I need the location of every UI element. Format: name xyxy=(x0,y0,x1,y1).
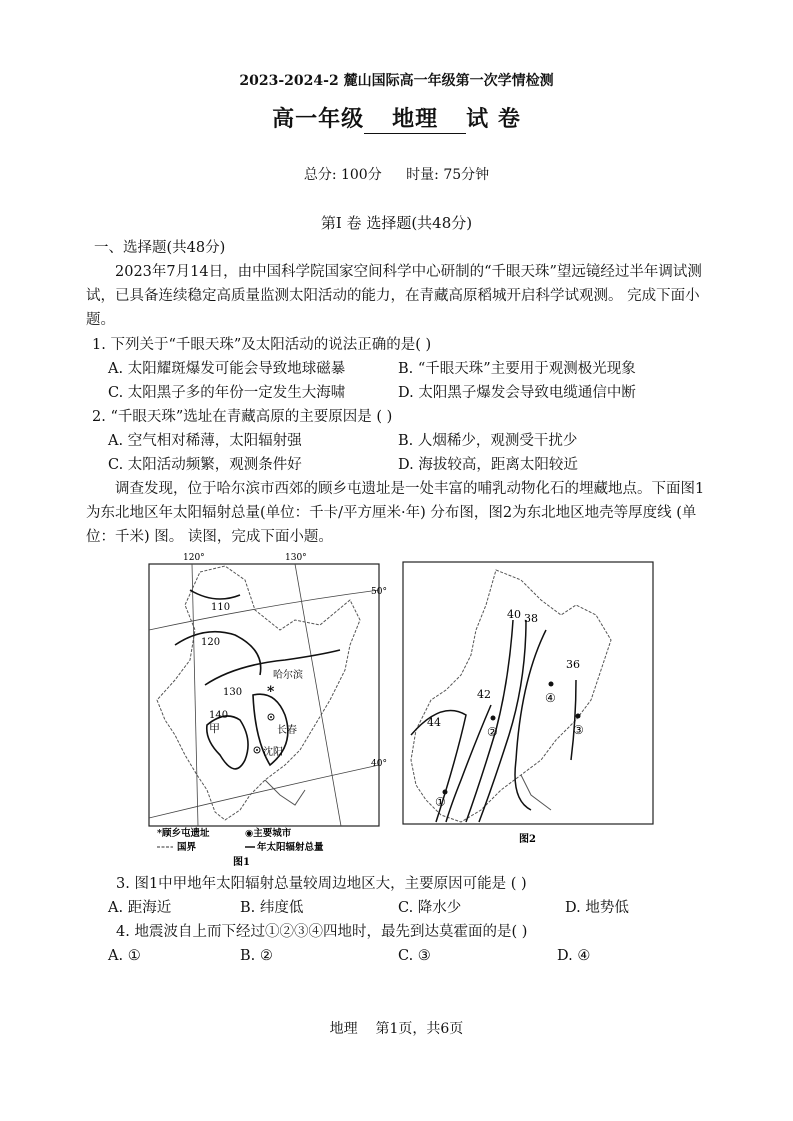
isoline-36: 36 xyxy=(566,658,580,671)
paper-title-suffix: 试 卷 xyxy=(466,106,521,132)
footer-page: 第1页，共6页 xyxy=(375,1021,464,1037)
question-4-option-b[interactable]: B. ② xyxy=(240,948,273,964)
question-2-option-c[interactable]: C. 太阳活动频繁，观测条件好 xyxy=(108,457,302,473)
isoline-38: 38 xyxy=(524,612,538,625)
question-2-option-a[interactable]: A. 空气相对稀薄，太阳辐射强 xyxy=(108,433,302,449)
isoline-42: 42 xyxy=(477,688,491,701)
passage-1: 2023年7月14日，由中国科学院国家空间科学中心研制的“千眼天珠”望远镜经过半年调试测试，已具备连续稳定高质量监测太阳活动的能力，在青藏高原稻城开启科学试观测。 完成下面小题。 xyxy=(86,264,702,328)
question-1-stem: 1. 下列关于“千眼天珠”及太阳活动的说法正确的是( ) xyxy=(92,337,432,353)
city-changchun: 长春 xyxy=(277,725,297,736)
question-4-option-d[interactable]: D. ④ xyxy=(557,948,591,964)
point-2: ② xyxy=(487,725,498,739)
legend-city: ◉主要城市 xyxy=(245,828,292,839)
city-harbin: 哈尔滨 xyxy=(273,670,303,681)
question-3-option-a[interactable]: A. 距海近 xyxy=(108,900,172,916)
question-2-option-d[interactable]: D. 海拔较高，距离太阳较近 xyxy=(398,457,578,473)
question-2-option-b[interactable]: B. 人烟稀少，观测受干扰少 xyxy=(398,433,578,449)
question-3-stem: 3. 图1中甲地年太阳辐射总量较周边地区大，主要原因可能是 ( ) xyxy=(116,876,527,892)
isoline-110: 110 xyxy=(211,602,231,613)
point-1: ① xyxy=(435,795,446,809)
page-footer xyxy=(0,1018,793,1038)
total-score: 总分: 100分 xyxy=(303,167,382,183)
exam-time: 时量: 75分钟 xyxy=(406,167,490,183)
region-jia: 甲 xyxy=(209,722,220,735)
site-marker-icon: * xyxy=(267,684,275,700)
figure-1-map xyxy=(145,550,385,870)
figure-2-caption: 图2 xyxy=(519,834,536,845)
part-title: 一、选择题(共48分) xyxy=(94,240,226,256)
isoline-130: 130 xyxy=(223,687,243,698)
question-1-option-c[interactable]: C. 太阳黑子多的年份一定发生大海啸 xyxy=(108,385,346,401)
point-3: ③ xyxy=(573,723,584,737)
question-4-option-c[interactable]: C. ③ xyxy=(398,948,431,964)
isoline-140: 140 xyxy=(209,710,229,721)
question-2-stem: 2. “千眼天珠”选址在青藏高原的主要原因是 ( ) xyxy=(92,409,393,425)
question-4-stem: 4. 地震波自上而下经过①②③④四地时，最先到达莫霍面的是( ) xyxy=(116,924,528,940)
paper-title-grade: 高一年级 xyxy=(272,106,365,132)
legend-site: *顾乡屯遗址 xyxy=(157,828,210,839)
question-1-option-a[interactable]: A. 太阳耀斑爆发可能会导致地球磁暴 xyxy=(108,361,346,377)
legend-isoline: 年太阳辐射总量 xyxy=(257,842,324,853)
lon-label-130: 130° xyxy=(285,553,307,563)
paper-title xyxy=(0,102,793,134)
paper-title-subject: 地理 xyxy=(364,102,466,134)
section-title: 第Ⅰ 卷 选择题(共48分) xyxy=(320,214,473,232)
legend-border: 国界 xyxy=(177,842,197,853)
question-3-option-c[interactable]: C. 降水少 xyxy=(398,900,462,916)
question-3-option-b[interactable]: B. 纬度低 xyxy=(240,900,304,916)
question-1-option-d[interactable]: D. 太阳黑子爆发会导致电缆通信中断 xyxy=(398,385,636,401)
question-1-option-b[interactable]: B. “千眼天珠”主要用于观测极光现象 xyxy=(398,361,636,377)
exam-title: 2023-2024-2 麓山国际高一年级第一次学情检测 xyxy=(239,73,554,89)
question-4-option-a[interactable]: A. ① xyxy=(108,948,141,964)
footer-subject: 地理 xyxy=(329,1021,358,1037)
passage-2: 调查发现，位于哈尔滨市西郊的顾乡屯遗址是一处丰富的哺乳动物化石的埋藏地点。下面图1为东北地区年太阳辐射总量(单位：千卡/平方厘米·年) 分布图，图2为东北地区地壳等厚度线 (单位：千米) 图。 读图，完成下面小题。 xyxy=(86,481,705,545)
isoline-44: 44 xyxy=(427,716,441,729)
exam-info xyxy=(0,164,793,184)
isoline-120: 120 xyxy=(201,637,221,648)
point-4: ④ xyxy=(545,691,556,705)
city-shenyang: 沈阳 xyxy=(263,747,283,758)
lat-label-50: 50° xyxy=(371,587,387,597)
isoline-40: 40 xyxy=(507,608,521,621)
figure-2-map xyxy=(401,560,656,850)
question-3-option-d[interactable]: D. 地势低 xyxy=(565,900,629,916)
lat-label-40: 40° xyxy=(371,759,387,769)
lon-label-120: 120° xyxy=(183,553,205,563)
figure-1-caption: 图1 xyxy=(233,857,250,868)
